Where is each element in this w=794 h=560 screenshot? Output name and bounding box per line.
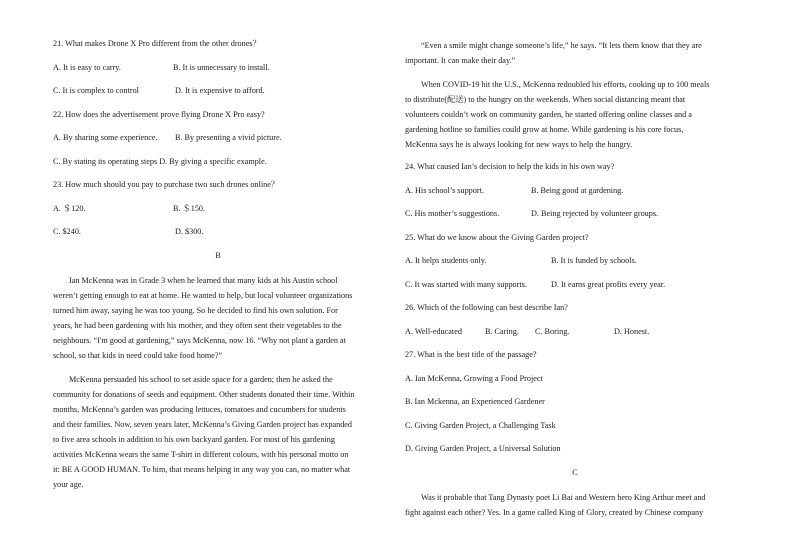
q26-option-d: D. Honest. <box>614 326 650 336</box>
q24-option-c: C. His mother’s suggestions. <box>405 209 500 218</box>
q27-option-a: A. Ian McKenna, Growing a Food Project <box>405 373 543 383</box>
text-line: McKenna persuaded his school to set aside space for a garden; then he asked the <box>69 374 333 384</box>
text-line: turned him away, saying he was too young. So he decided to find his own solution. For <box>53 305 338 315</box>
text-line: gardening hotline so families could grow at home. While gardening is his core focus, <box>405 125 684 134</box>
q27-option-d: D. Giving Garden Project, a Universal Solution <box>405 444 561 453</box>
q25-option-d: D. It earns great profits every year. <box>551 279 666 289</box>
text-line: to distribute(配送) to the hungry on the weekends. When social distancing meant that <box>405 95 686 104</box>
q21-option-d: D. It is expensive to afford. <box>175 86 265 95</box>
q26-stem: 26. Which of the following can best describe Ian? <box>405 303 568 312</box>
text-line: community for donations of seeds and equipment. Other students donated their time. Within <box>53 389 355 399</box>
q21-options-ab <box>53 62 383 73</box>
q24-option-d: D. Being rejected by volunteer groups. <box>531 209 659 218</box>
text-line: neighbours. “I'm good at gardening,” says McKenna, now 16. “Why not plant a garden at <box>53 335 346 345</box>
passage-b-paragraph-4 <box>405 77 745 152</box>
section-c-label: C <box>572 467 578 477</box>
q21-option-c: C. It is complex to control <box>53 86 139 95</box>
q23-options-ab <box>53 203 383 214</box>
q22-option-a: A. By sharing some experience. <box>53 133 158 142</box>
text-line: McKenna says he is always looking for new ways to help the hungry. <box>405 140 633 149</box>
q21-option-a: A. It is easy to carry. <box>53 62 121 72</box>
q27-option-b: B. Ian Mckenna, an Experienced Gardener <box>405 397 545 406</box>
text-line: When COVID-19 hit the U.S., McKenna redoubled his efforts, cooking up to 100 meals <box>421 80 710 89</box>
text-line: weren’t getting enough to eat at home. He wanted to help, but local volunteer organizations <box>53 290 353 300</box>
q23-option-a: A. ＄120. <box>53 203 86 213</box>
text-line: years, he had been gardening with his mother, and they often sent their vegetables to the <box>53 320 342 330</box>
q24-options-ab <box>405 185 745 196</box>
q24-stem: 24. What caused Ian’s decision to help the kids in his own way? <box>405 162 615 171</box>
passage-b-paragraph-3 <box>405 38 745 68</box>
q25-options-cd <box>405 279 745 290</box>
q26-option-c: C. Boring. <box>535 326 570 336</box>
passage-b-paragraph-2 <box>53 372 383 492</box>
q25-option-c: C. It was started with many supports. <box>405 279 527 289</box>
right-column <box>405 38 745 529</box>
text-line: to five area schools in addition to his own backyard garden. For most of his gardening <box>53 434 335 444</box>
q27-option-c: C. Giving Garden Project, a Challenging Task <box>405 420 556 430</box>
q22-option-b: B. By presenting a vivid picture. <box>175 133 282 142</box>
q24-option-a: A. His school’s support. <box>405 185 484 195</box>
q26-options <box>405 326 745 337</box>
q23-option-d: D. $300. <box>175 227 204 236</box>
text-line: and their families. Now, seven years later, McKenna’s Giving Garden project has expanded <box>53 419 353 429</box>
q24-options-cd <box>405 208 745 219</box>
text-line: Ian McKenna was in Grade 3 when he learned that many kids at his Austin school <box>69 275 338 285</box>
text-line: school, so that kids in need could take food home?” <box>53 350 223 360</box>
text-line: months, McKenna’s garden was producing lettuces, tomatoes and cucumbers for students <box>53 404 346 414</box>
q25-option-b: B. It is funded by schools. <box>551 256 637 265</box>
q22-options-cd: C. By stating its operating steps D. By giving a specific example. <box>53 156 267 166</box>
q25-options-ab <box>405 255 745 266</box>
text-line: “Even a smile might change someone’s life,” he says. “It lets them know that they are <box>421 41 702 50</box>
text-line: Was it probable that Tang Dynasty poet Li Bai and Western hero King Arthur meet and <box>421 492 706 502</box>
q22-stem: 22. How does the advertisement prove flying Drone X Pro easy? <box>53 109 265 119</box>
text-line: volunteers couldn’t work on community garden, he started offering online classes and a <box>405 110 692 119</box>
q23-stem: 23. How much should you pay to purchase two such drones online？ <box>53 180 280 189</box>
q23-options-cd <box>53 226 383 237</box>
q21-option-b: B. It is unnecessary to install. <box>173 62 270 72</box>
q21-options-cd <box>53 85 383 96</box>
text-line: fight against each other? Yes. In a game called King of Glory, created by Chinese company <box>405 507 704 517</box>
section-b-label: B <box>215 250 221 260</box>
q21-stem: 21. What makes Drone X Pro different from the other drones？ <box>53 39 261 48</box>
text-line: your age. <box>53 479 84 489</box>
left-column <box>53 38 383 501</box>
passage-c-paragraph-1 <box>405 490 745 520</box>
q27-stem: 27. What is the best title of the passage? <box>405 350 537 359</box>
q22-options-ab <box>53 132 383 143</box>
q25-option-a: A. It helps students only. <box>405 256 487 265</box>
q26-option-b: B. Caring. <box>485 326 519 336</box>
q23-option-c: C. $240. <box>53 227 81 236</box>
text-line: important. It can make their day.” <box>405 56 516 65</box>
passage-b-paragraph-1 <box>53 273 383 363</box>
q26-option-a: A. Well-educated <box>405 326 462 336</box>
q25-stem: 25. What do we know about the Giving Garden project? <box>405 232 589 242</box>
text-line: activities McKenna wears the same T-shirt in different colours, with his personal motto on <box>53 449 349 459</box>
q23-option-b: B. ＄150. <box>173 203 206 213</box>
text-line: it: BE A GOOD HUMAN. To him, that means helping in any way you can, no matter what <box>53 464 351 474</box>
q24-option-b: B. Being good at gardening. <box>531 185 624 195</box>
